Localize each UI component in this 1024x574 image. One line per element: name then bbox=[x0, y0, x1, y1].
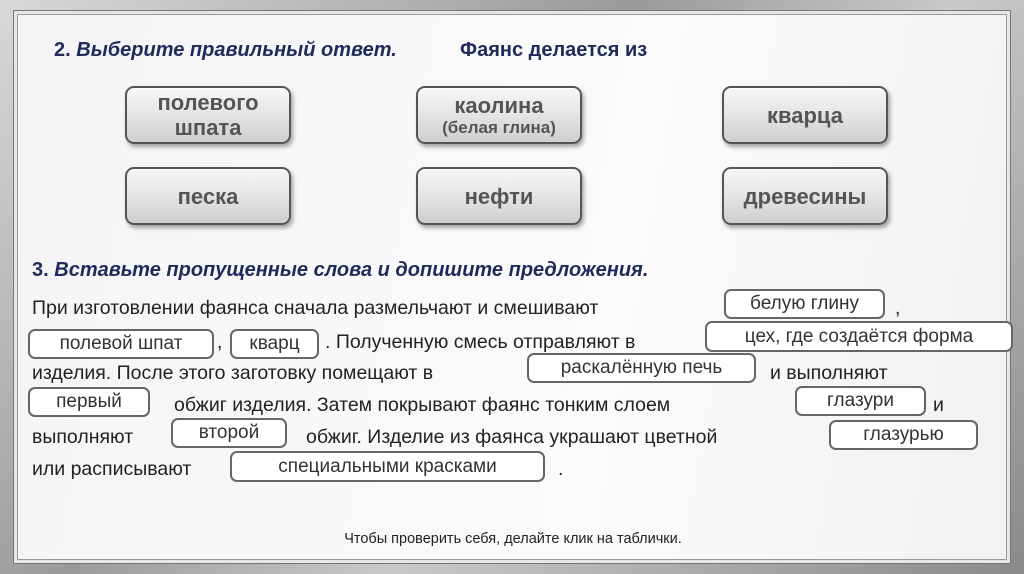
option-sand[interactable] bbox=[125, 167, 291, 225]
text-line-5b: обжиг. Изделие из фаянса украшают цветной bbox=[306, 426, 718, 448]
question-3-heading bbox=[32, 259, 648, 282]
option-wood[interactable] bbox=[722, 167, 888, 225]
answer-workshop[interactable]: цех, где создаётся форма bbox=[705, 321, 1013, 352]
answer-first[interactable]: первый bbox=[28, 387, 150, 417]
option-oil[interactable] bbox=[416, 167, 582, 225]
option-sand-label: песка bbox=[177, 183, 239, 209]
text-line-3a: изделия. После этого заготовку помещают в bbox=[32, 362, 434, 384]
text-line-6b: . bbox=[558, 458, 564, 480]
text-line-4a: обжиг изделия. Затем покрывают фаянс тонким слоем bbox=[174, 394, 671, 416]
option-kaolin[interactable] bbox=[416, 86, 582, 144]
question-2-number: 2. bbox=[54, 39, 71, 61]
slide bbox=[13, 10, 1011, 564]
answer-paints[interactable]: специальными красками bbox=[230, 451, 545, 482]
text-line-1: При изготовлении фаянса сначала размельчают и смешивают bbox=[32, 297, 599, 319]
option-quartz[interactable] bbox=[722, 86, 888, 144]
question-2-tail: Фаянс делается из bbox=[460, 39, 648, 61]
text-line-5a: выполняют bbox=[32, 426, 134, 448]
option-kaolin-label: каолина bbox=[454, 92, 544, 118]
answer-white-clay[interactable]: белую глину bbox=[724, 289, 885, 319]
question-3-prompt: Вставьте пропущенные слова и допишите предложения. bbox=[54, 259, 649, 281]
answer-glaze-instrumental[interactable]: глазурью bbox=[829, 420, 978, 450]
answer-feldspar[interactable]: полевой шпат bbox=[28, 329, 214, 359]
text-line-4b: и bbox=[933, 394, 944, 416]
answer-quartz[interactable]: кварц bbox=[230, 329, 319, 359]
answer-second[interactable]: второй bbox=[171, 418, 287, 448]
answer-kiln[interactable]: раскалённую печь bbox=[527, 353, 756, 383]
text-line-6a: или расписывают bbox=[32, 458, 192, 480]
question-3-number: 3. bbox=[32, 259, 49, 281]
text-line-2: . Полученную смесь отправляют в bbox=[325, 331, 636, 353]
option-quartz-label: кварца bbox=[767, 102, 843, 128]
comma-2: , bbox=[217, 331, 223, 353]
text-line-3b: и выполняют bbox=[770, 362, 888, 384]
option-feldspar[interactable] bbox=[125, 86, 291, 144]
option-oil-label: нефти bbox=[464, 183, 534, 209]
comma-1: , bbox=[895, 297, 901, 319]
question-2-heading bbox=[54, 39, 397, 62]
option-wood-label: древесины bbox=[743, 183, 867, 209]
option-feldspar-line1: полевого bbox=[157, 90, 259, 115]
option-feldspar-line2: шпата bbox=[174, 115, 242, 140]
answer-glaze[interactable]: глазури bbox=[795, 386, 926, 416]
footer-hint: Чтобы проверить себя, делайте клик на таблички. bbox=[344, 531, 682, 547]
option-kaolin-note: (белая глина) bbox=[442, 117, 556, 137]
question-2-prompt: Выберите правильный ответ. bbox=[76, 39, 397, 61]
